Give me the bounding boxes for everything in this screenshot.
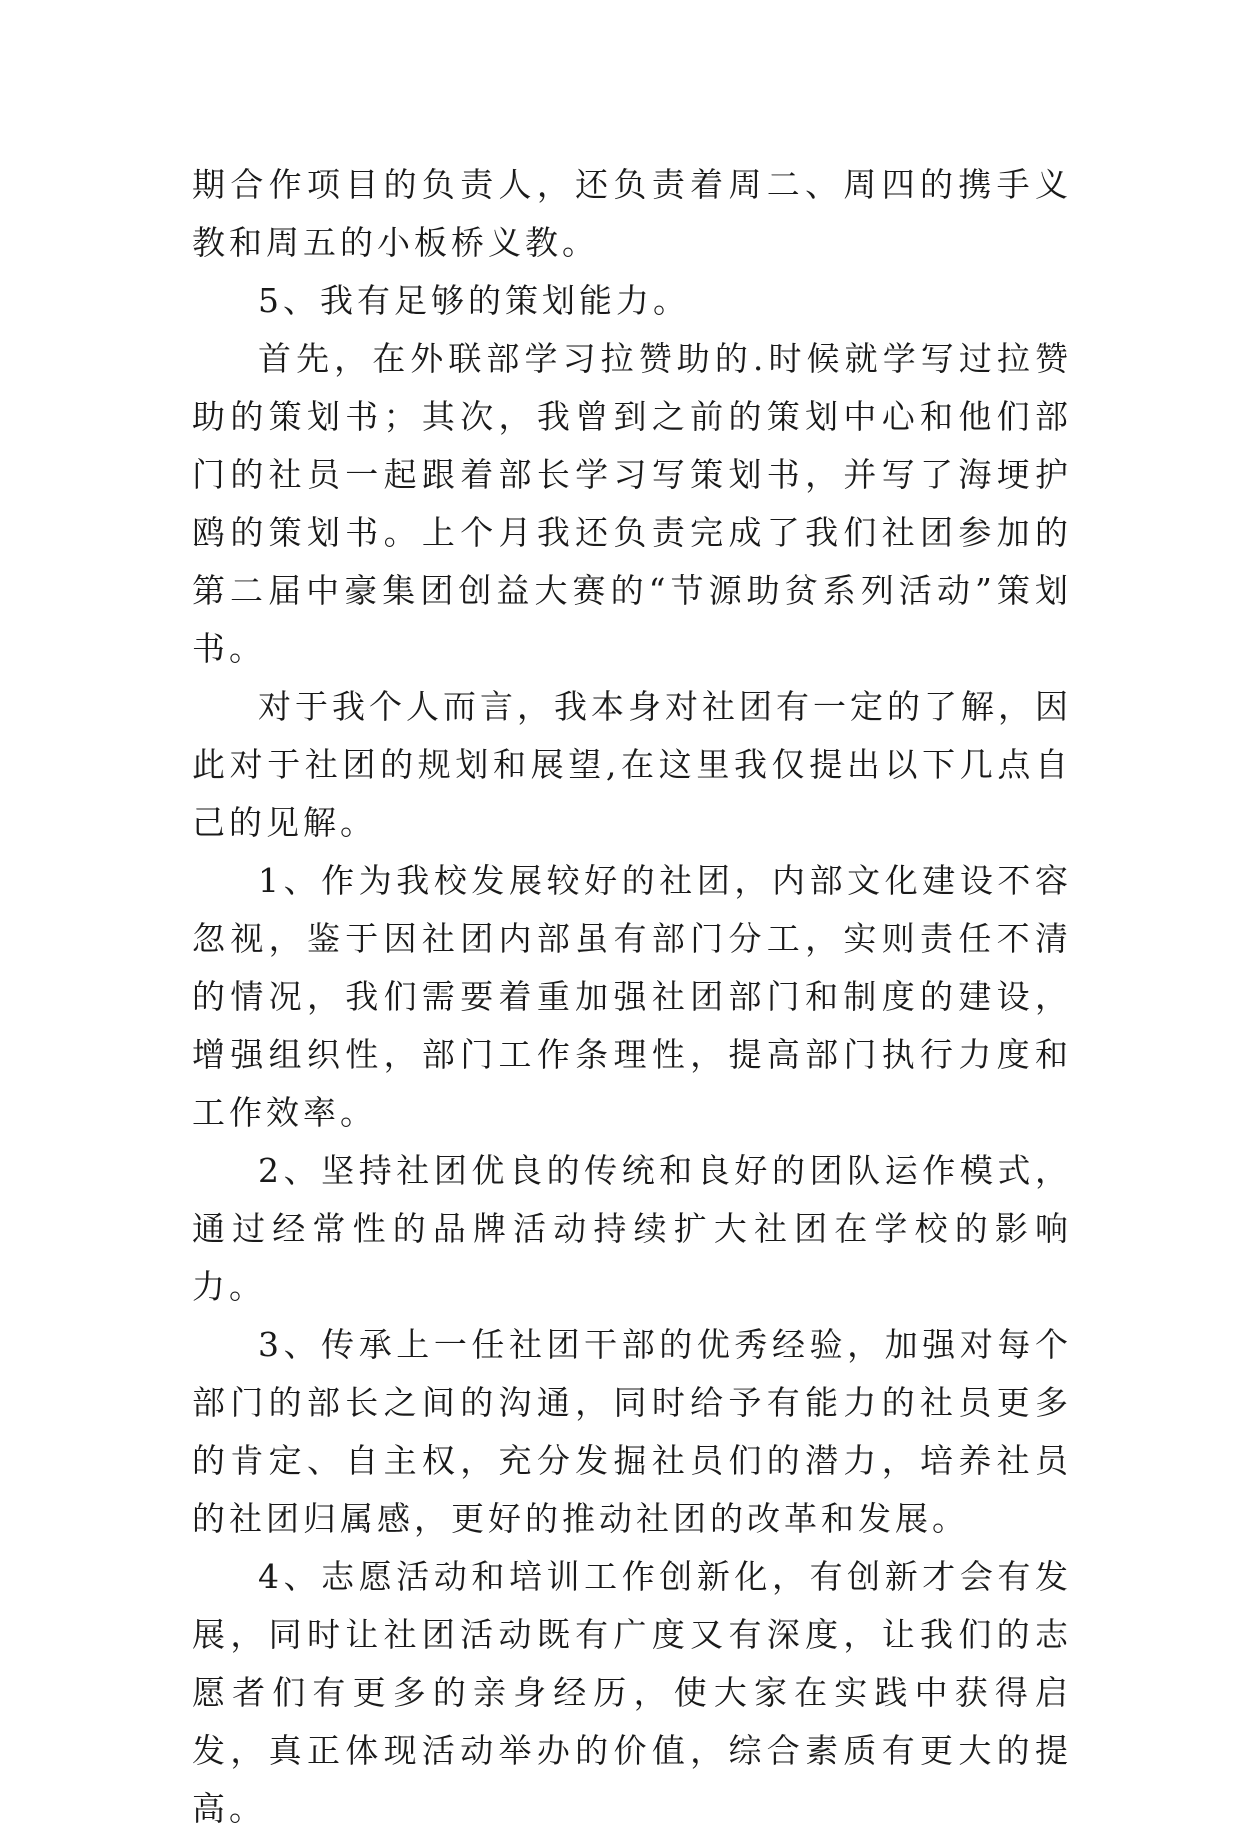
paragraph-point-1: 1、作为我校发展较好的社团，内部文化建设不容忽视，鉴于因社团内部虽有部门分工，实则责任不清的情况，我们需要着重加强社团部门和制度的建设，增强组织性，部门工作条理性，提高部门执行力度和工作效率。 [192, 861, 1072, 1132]
paragraph-point-5-heading: 5、我有足够的策划能力。 [258, 281, 690, 320]
paragraph-point-4: 4、志愿活动和培训工作创新化，有创新才会有发展，同时让社团活动既有广度又有深度，让我们的志愿者们有更多的亲身经历，使大家在实践中获得启发，真正体现活动举办的价值，综合素质有更大的提高。 [192, 1557, 1072, 1828]
paragraph-planning-experience: 首先，在外联部学习拉赞助的.时候就学写过拉赞助的策划书；其次，我曾到之前的策划中心和他们部门的社员一起跟着部长学习写策划书，并写了海埂护鸥的策划书。上个月我还负责完成了我们社团参加的第二届中豪集团创益大赛的“节源助贫系列活动”策划书。 [192, 339, 1072, 668]
paragraph-point-3: 3、传承上一任社团干部的优秀经验，加强对每个部门的部长之间的沟通，同时给予有能力的社员更多的肯定、自主权，充分发掘社员们的潜力，培养社员的社团归属感，更好的推动社团的改革和发展。 [192, 1325, 1072, 1538]
paragraph-continuation: 期合作项目的负责人，还负责着周二、周四的携手义教和周五的小板桥义教。 [192, 165, 1072, 262]
document-body [192, 156, 1072, 1838]
paragraph-personal-view: 对于我个人而言，我本身对社团有一定的了解，因此对于社团的规划和展望,在这里我仅提出以下几点自己的见解。 [192, 687, 1072, 842]
paragraph-point-2: 2、坚持社团优良的传统和良好的团队运作模式，通过经常性的品牌活动持续扩大社团在学校的影响力。 [192, 1151, 1072, 1306]
